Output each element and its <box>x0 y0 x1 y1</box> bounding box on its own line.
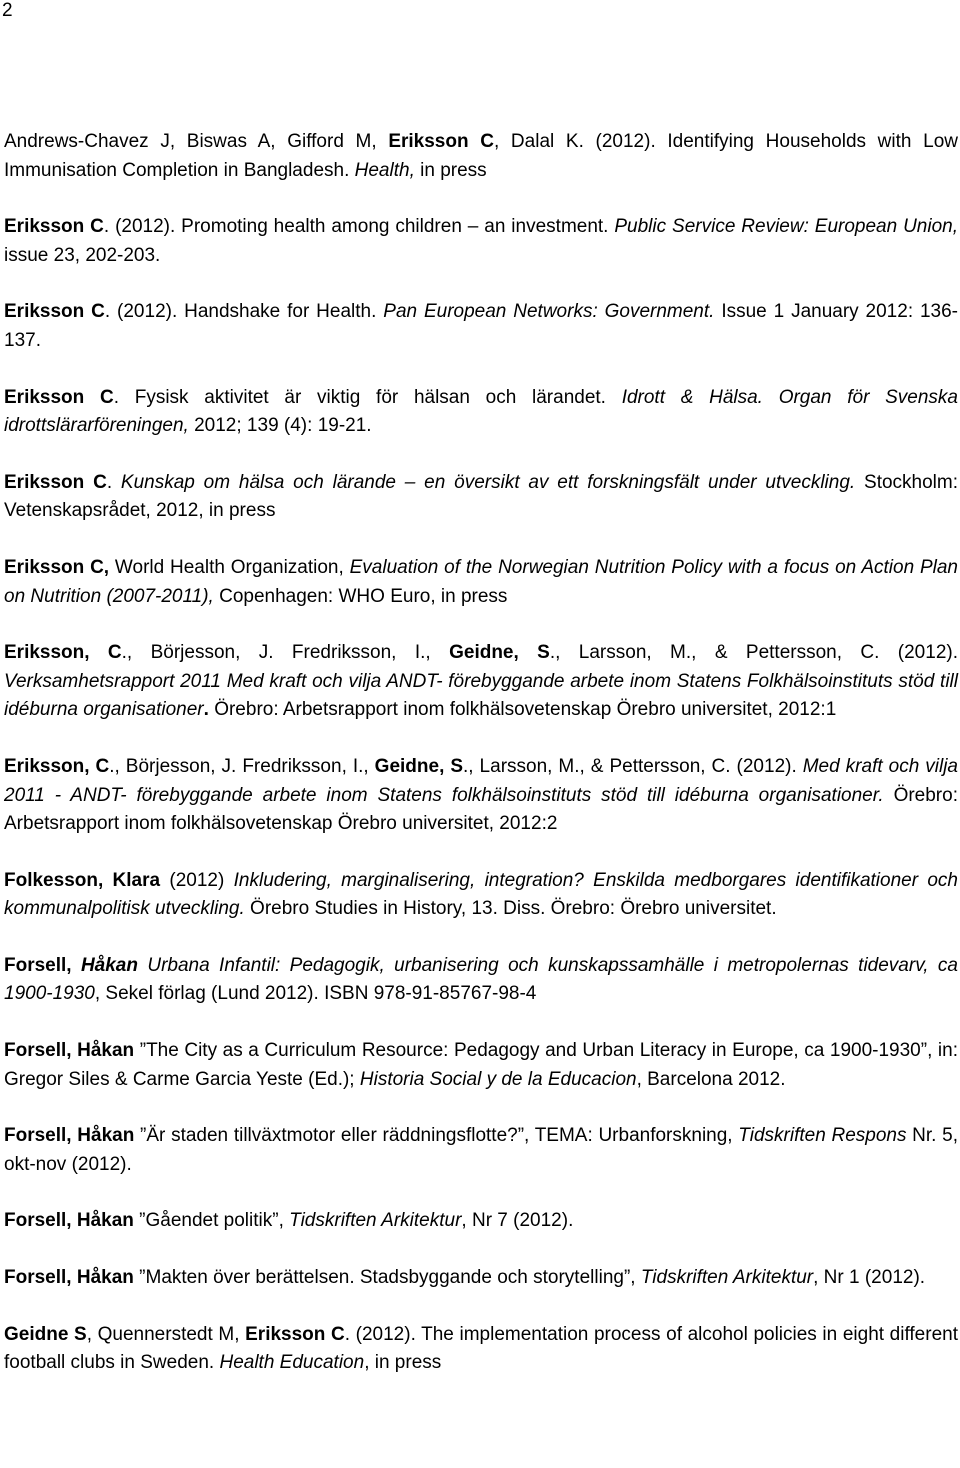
reference-title: Tidskriften Arkitektur <box>289 1210 462 1232</box>
reference-title: Kunskap om hälsa och lärande – en översikt av ett forskningsfält under utveckling. <box>120 471 856 493</box>
reference-entry <box>4 384 958 441</box>
reference-author: Forsell, Håkan <box>4 1210 134 1232</box>
reference-text: Örebro: Arbetsrapport inom folkhälsovetenskap Örebro universitet, 2012:1 <box>208 699 837 721</box>
reference-text: in press <box>414 159 487 181</box>
reference-entry <box>4 1264 958 1293</box>
reference-text: . (2012). Promoting health among children – an investment. <box>103 216 615 238</box>
reference-text: , Quennerstedt M, <box>86 1323 246 1345</box>
reference-title: Health, <box>354 159 415 181</box>
reference-author: Eriksson C <box>4 386 114 408</box>
reference-author: Eriksson C <box>4 471 107 493</box>
reference-text: . Fysisk aktivitet är viktig för hälsan och lärandet. <box>113 386 622 408</box>
reference-title: Historia Social y de la Educacion <box>359 1068 637 1090</box>
reference-text: ., Larsson, M., & Pettersson, C. (2012). <box>549 642 958 664</box>
reference-entry <box>4 1122 958 1179</box>
reference-title: Idrott & Hälsa. Organ för Svenska idrottslärarföreningen, <box>4 386 958 437</box>
reference-author: Geidne S <box>4 1323 87 1345</box>
reference-title: Tidskriften Respons <box>738 1125 907 1147</box>
reference-text: . (2012). Handshake for Health. <box>104 301 384 323</box>
reference-text: . <box>106 471 121 493</box>
reference-author: Håkan <box>80 954 138 976</box>
reference-author: Eriksson C <box>245 1323 345 1345</box>
reference-title: Pan European Networks: Government. <box>383 301 715 323</box>
reference-entry <box>4 753 958 839</box>
reference-title: Health Education <box>219 1352 365 1374</box>
reference-author: . <box>203 699 209 721</box>
reference-author: Forsell, Håkan <box>4 1267 134 1289</box>
reference-author: Forsell, Håkan <box>4 1125 135 1147</box>
reference-text: ”Gåendet politik”, <box>133 1210 290 1232</box>
reference-entry <box>4 469 958 526</box>
reference-author: Folkesson, Klara <box>4 869 161 891</box>
reference-entry <box>4 128 958 185</box>
reference-entry <box>4 298 958 355</box>
reference-text: World Health Organization, <box>109 556 350 578</box>
reference-entry <box>4 952 958 1009</box>
reference-entry <box>4 1321 958 1378</box>
reference-text: Andrews-Chavez J, Biswas A, Gifford M, <box>4 131 389 152</box>
reference-text: Copenhagen: WHO Euro, in press <box>213 585 508 607</box>
reference-author: Eriksson C, <box>4 556 110 578</box>
reference-text: Nr. 5, okt-nov (2012). <box>4 1125 959 1175</box>
reference-text: . (2012). The implementation process of alcohol policies in eight different football clubs in Sweden. <box>4 1323 958 1374</box>
reference-author: Eriksson, C <box>4 755 110 777</box>
reference-text: (2012) <box>160 869 234 891</box>
reference-entry <box>4 1037 958 1094</box>
reference-author: Eriksson, C <box>4 642 122 664</box>
reference-text: ”The City as a Curriculum Resource: Pedagogy and Urban Literacy in Europe, ca 1900-1930”, in: Gregor Siles & Carme Garcia Yeste (Ed.); <box>4 1040 958 1090</box>
reference-author: Eriksson C <box>388 131 494 152</box>
reference-text: ., Börjesson, J. Fredriksson, I., <box>121 642 450 664</box>
reference-author: Geidne, S <box>449 642 550 664</box>
reference-text <box>138 955 147 976</box>
reference-entry <box>4 639 958 725</box>
reference-text: Örebro Studies in History, 13. Diss. Örebro: Örebro universitet. <box>244 898 777 920</box>
reference-entry <box>4 554 958 611</box>
reference-author: Forsell, Håkan <box>4 1040 135 1062</box>
reference-title: Public Service Review: European Union, <box>614 216 958 238</box>
reference-title: Med kraft och vilja 2011 - ANDT- förebyggande arbete inom Statens folkhälsoinstituts stöd till idéburna organisationer. <box>4 755 958 806</box>
reference-entry <box>4 867 958 924</box>
reference-title: Inkludering, marginalisering, integration? Enskilda medborgares identifikationer och kommunalpolitisk utveckling. <box>4 869 958 920</box>
reference-text: ., Larsson, M., & Pettersson, C. (2012). <box>463 755 803 777</box>
reference-text: , Dalal K. (2012). Identifying Households with Low Immunisation Completion in Bangladesh. <box>4 131 958 181</box>
reference-author: Eriksson C <box>4 301 105 323</box>
reference-text: , in press <box>364 1352 442 1374</box>
reference-text: 2012; 139 (4): 19-21. <box>188 415 372 437</box>
reference-text: Örebro: Arbetsrapport inom folkhälsovetenskap Örebro universitet, 2012:2 <box>4 784 958 835</box>
reference-title: Verksamhetsrapport 2011 Med kraft och vilja ANDT- förebyggande arbete inom Statens Folkhälsoinstituts stöd till idéburna organisationer <box>4 670 958 721</box>
page-number: 2 <box>2 0 13 21</box>
reference-text: , Sekel förlag (Lund 2012). ISBN 978-91-85767-98-4 <box>94 983 537 1005</box>
reference-text: Issue 1 January 2012: 136-137. <box>4 301 959 351</box>
reference-author: Forsell, <box>4 954 81 976</box>
reference-entry <box>4 213 958 270</box>
reference-text: , Nr 1 (2012). <box>813 1267 926 1289</box>
reference-author: Geidne, S <box>374 755 464 777</box>
reference-text: Stockholm: Vetenskapsrådet, 2012, in press <box>4 471 959 522</box>
reference-author: Eriksson C <box>4 216 104 238</box>
reference-title: Tidskriften Arkitektur <box>640 1267 814 1289</box>
reference-text: , Nr 7 (2012). <box>461 1210 574 1232</box>
reference-list <box>4 128 958 1406</box>
reference-title: Evaluation of the Norwegian Nutrition Policy with a focus on Action Plan on Nutrition (2007-2011), <box>4 556 958 607</box>
reference-text: issue 23, 202-203. <box>4 244 161 266</box>
reference-text: ”Är staden tillväxtmotor eller räddningsflotte?”, TEMA: Urbanforskning, <box>134 1125 739 1147</box>
reference-text: ”Makten över berättelsen. Stadsbyggande och storytelling”, <box>133 1267 641 1289</box>
reference-title: Urbana Infantil: Pedagogik, urbanisering och kunskapssamhälle i metropolernas tidevarv, ca 1900-1930 <box>4 954 958 1005</box>
reference-entry <box>4 1207 958 1236</box>
reference-text: , Barcelona 2012. <box>636 1068 786 1090</box>
reference-text: ., Börjesson, J. Fredriksson, I., <box>109 755 375 777</box>
